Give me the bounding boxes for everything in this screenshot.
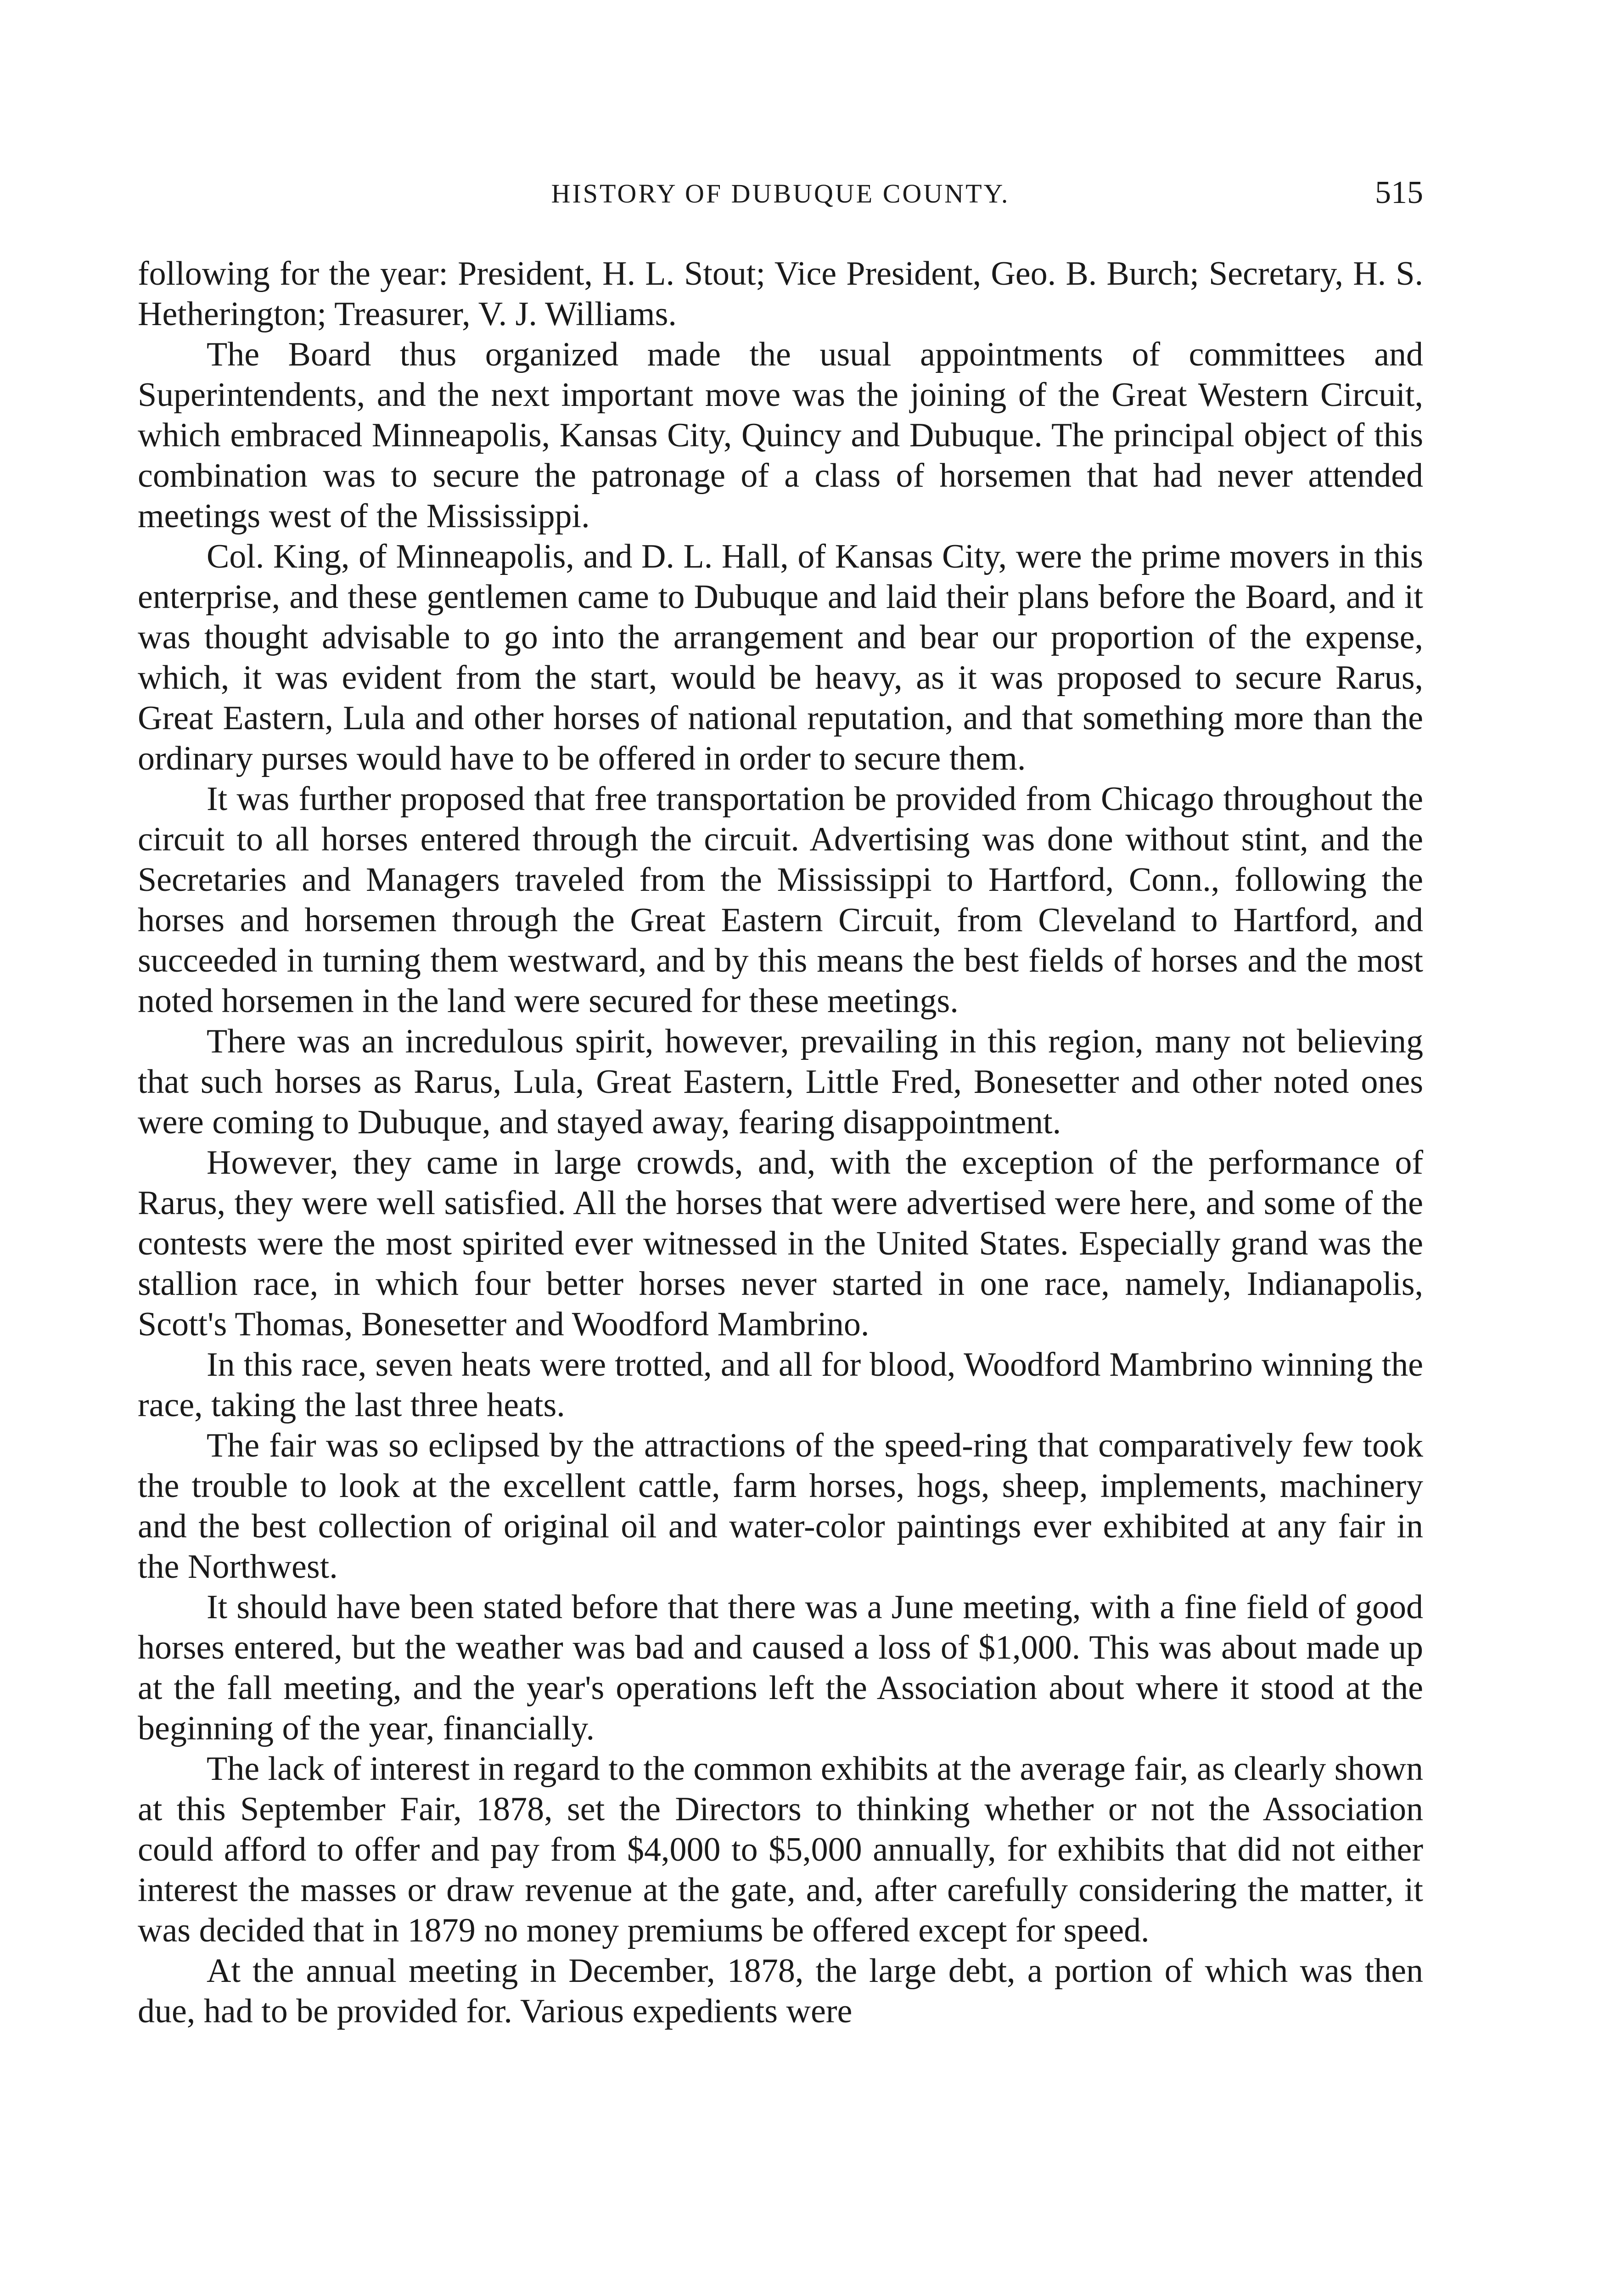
paragraph-11: At the annual meeting in December, 1878, the large debt, a portion of which was then due, had to be provided for. Various expedients were xyxy=(138,1952,1423,2030)
paragraph-7: In this race, seven heats were trotted, and all for blood, Woodford Mambrino winning the race, taking the last three heats. xyxy=(138,1346,1423,1424)
paragraph-8: The fair was so eclipsed by the attractions of the speed-ring that comparatively few took the trouble to look at the excellent cattle, farm horses, hogs, sheep, implements, machinery and the best collection of original oil and water-color paintings ever exhibited at any fair in the Northwest. xyxy=(138,1427,1423,1586)
paragraph-10: The lack of interest in regard to the common exhibits at the average fair, as clearly shown at this September Fair, 1878, set the Directors to thinking whether or not the Association could afford to offer and pay from $4,000 to $5,000 annually, for exhibits that did not either interest the masses or draw revenue at the gate, and, after carefully considering the matter, it was decided that in 1879 no money premiums be offered except for speed. xyxy=(138,1750,1423,1949)
page-header xyxy=(138,174,1423,220)
paragraph-1: following for the year: President, H. L. Stout; Vice President, Geo. B. Burch; Secretary, H. S. Hetherington; Treasurer, V. J. Williams. xyxy=(138,255,1423,333)
paragraph-4: It was further proposed that free transportation be provided from Chicago throughout the circuit to all horses entered through the circuit. Advertising was done without stint, and the Secretaries and Managers traveled from the Mississippi to Hartford, Conn., following the horses and horsemen through the Great Eastern Circuit, from Cleveland to Hartford, and succeeded in turning them westward, and by this means the best fields of horses and the most noted horsemen in the land were secured for these meetings. xyxy=(138,780,1423,1020)
book-page xyxy=(138,174,1423,2032)
paragraph-5: There was an incredulous spirit, however, prevailing in this region, many not believing that such horses as Rarus, Lula, Great Eastern, Little Fred, Bonesetter and other noted ones were coming to Dubuque, and stayed away, fearing disappointment. xyxy=(138,1023,1423,1141)
paragraph-3: Col. King, of Minneapolis, and D. L. Hall, of Kansas City, were the prime movers in this enterprise, and these gentlemen came to Dubuque and laid their plans before the Board, and it was thought advisable to go into the arrangement and bear our proportion of the expense, which, it was evident from the start, would be heavy, as it was proposed to secure Rarus, Great Eastern, Lula and other horses of national reputation, and that something more than the ordinary purses would have to be offered in order to secure them. xyxy=(138,538,1423,777)
paragraph-9: It should have been stated before that there was a June meeting, with a fine field of good horses entered, but the weather was bad and caused a loss of $1,000. This was about made up at the fall meeting, and the year's operations left the Association about where it stood at the beginning of the year, financially. xyxy=(138,1588,1423,1747)
body-text xyxy=(138,253,1423,2032)
page-number: 515 xyxy=(1375,175,1423,210)
paragraph-2: The Board thus organized made the usual appointments of committees and Superintendents, and the next important move was the joining of the Great Western Circuit, which embraced Minneapolis, Kansas City, Quincy and Dubuque. The principal object of this combination was to secure the patronage of a class of horsemen that had never attended meetings west of the Mississippi. xyxy=(138,336,1423,535)
running-title: HISTORY OF DUBUQUE COUNTY. xyxy=(551,179,1010,208)
paragraph-6: However, they came in large crowds, and, with the exception of the performance of Rarus, they were well satisfied. All the horses that were advertised were here, and some of the contests were the most spirited ever witnessed in the United States. Especially grand was the stallion race, in which four better horses never started in one race, namely, Indianapolis, Scott's Thomas, Bonesetter and Woodford Mambrino. xyxy=(138,1144,1423,1343)
